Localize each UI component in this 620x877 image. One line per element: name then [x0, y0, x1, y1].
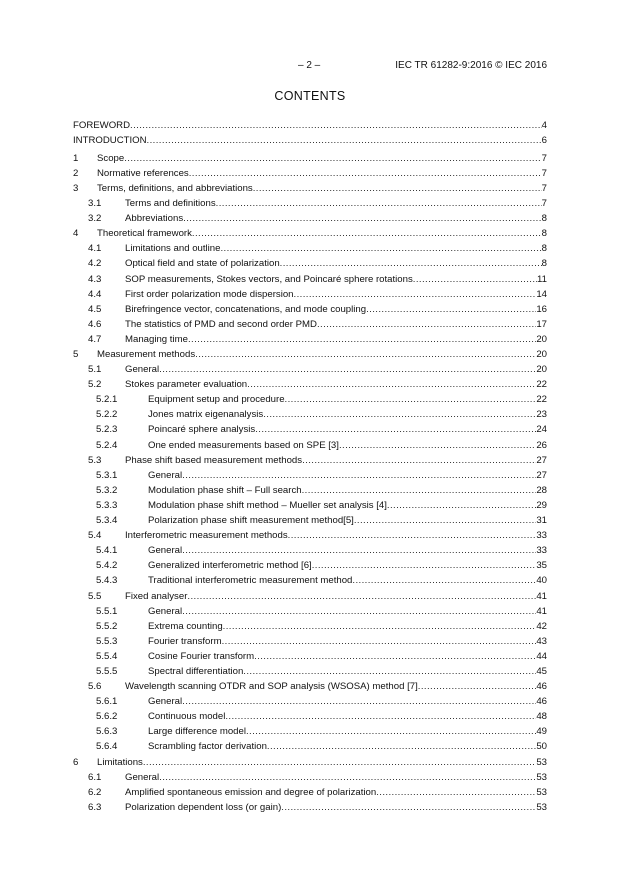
toc-leader-dots: [267, 741, 536, 752]
toc-entry-number: 5.5.5: [96, 665, 118, 677]
toc-entry-number: 5.2.2: [96, 409, 118, 421]
toc-entry-page: 49: [536, 726, 547, 738]
toc-entry-number: 5.5.4: [96, 650, 118, 662]
toc-entry-page: 27: [536, 454, 547, 466]
toc-entry-number: 5.5.2: [96, 620, 118, 632]
toc-entry-page: 20: [536, 349, 547, 360]
toc-entry-number: 5.6.2: [96, 711, 118, 723]
toc-entry-page: 41: [536, 605, 547, 617]
toc-entry-page: 7: [541, 198, 547, 210]
toc-entry[interactable]: [73, 183, 547, 198]
toc-leader-dots: [366, 304, 536, 315]
toc-leader-dots: [255, 424, 536, 435]
toc-entry-number: 3.1: [88, 198, 102, 210]
toc-entry-title: First order polarization mode dispersion: [125, 288, 294, 300]
toc-entry-number: 4.7: [88, 333, 102, 345]
toc-entry[interactable]: [73, 379, 547, 394]
toc-entry[interactable]: [73, 651, 547, 666]
toc-leader-dots: [159, 364, 536, 375]
toc-entry[interactable]: [73, 349, 547, 364]
toc-entry-title: Generalized interferometric method [6]: [148, 560, 312, 572]
toc-entry-page: 50: [536, 741, 547, 753]
toc-entry-page: 48: [536, 711, 547, 723]
toc-entry[interactable]: [73, 757, 547, 772]
toc-entry-title: Terms, definitions, and abbreviations: [97, 182, 253, 194]
toc-entry[interactable]: [73, 304, 547, 319]
toc-entry-number: 5.4.2: [96, 560, 118, 572]
toc-entry-title: Polarization dependent loss (or gain): [125, 801, 282, 813]
toc-entry-title: Managing time: [125, 333, 188, 345]
toc-entry-page: 23: [536, 409, 547, 421]
toc-entry[interactable]: [73, 530, 547, 545]
toc-entry[interactable]: [73, 120, 547, 135]
toc-entry[interactable]: [73, 696, 547, 711]
toc-entry-page: 53: [536, 801, 547, 813]
toc-leader-dots: [294, 289, 537, 300]
toc-entry-number: 5.4.3: [96, 575, 118, 587]
toc-leader-dots: [187, 591, 536, 602]
toc-leader-dots: [159, 772, 536, 783]
toc-entry-page: 14: [536, 288, 547, 300]
toc-entry-page: 44: [536, 650, 547, 662]
toc-entry-number: 4: [73, 228, 79, 240]
toc-entry-number: 5.1: [88, 364, 102, 376]
toc-entry[interactable]: [73, 681, 547, 696]
toc-entry[interactable]: [73, 621, 547, 636]
toc-entry-title: General: [148, 696, 183, 708]
toc-leader-dots: [317, 319, 536, 330]
toc-entry-title: Optical field and state of polarization: [125, 258, 280, 270]
toc-leader-dots: [247, 379, 536, 390]
toc-entry-number: 5.2: [88, 379, 102, 391]
toc-entry[interactable]: [73, 741, 547, 756]
toc-entry[interactable]: [73, 515, 547, 530]
toc-entry-page: 31: [536, 515, 547, 527]
toc-entry[interactable]: [73, 500, 547, 515]
toc-entry[interactable]: [73, 228, 547, 243]
toc-entry[interactable]: [73, 455, 547, 470]
toc-entry[interactable]: [73, 666, 547, 681]
toc-entry-number: 5.6.3: [96, 726, 118, 738]
toc-entry-title: Phase shift based measurement methods: [125, 454, 303, 466]
toc-entry-title: Polarization phase shift measurement method[5]: [148, 515, 354, 527]
toc-entry-page: 33: [536, 530, 547, 542]
toc-leader-dots: [354, 515, 536, 526]
toc-leader-dots: [339, 440, 536, 451]
toc-entry-page: 40: [536, 575, 547, 587]
toc-entry-title: Stokes parameter evaluation: [125, 379, 248, 391]
toc-entry[interactable]: [73, 802, 547, 817]
toc-entry-page: 41: [536, 590, 547, 602]
toc-leader-dots: [182, 606, 536, 617]
toc-entry[interactable]: [73, 213, 547, 228]
toc-entry-title: Modulation phase shift method – Mueller set analysis [4]: [148, 499, 387, 511]
toc-entry[interactable]: [73, 394, 547, 409]
toc-entry-title: Amplified spontaneous emission and degree of polarization: [125, 786, 377, 798]
toc-entry-number: 5.3.4: [96, 515, 118, 527]
toc-entry-page: 45: [536, 665, 547, 677]
toc-leader-dots: [376, 787, 536, 798]
toc-entry-number: 5.6.4: [96, 741, 118, 753]
toc-leader-dots: [246, 726, 536, 737]
toc-entry-number: 2: [73, 167, 79, 179]
toc-entry-number: 4.1: [88, 243, 102, 255]
toc-entry[interactable]: [73, 198, 547, 213]
toc-entry-page: 20: [536, 364, 547, 376]
toc-entry-number: 4.6: [88, 318, 102, 330]
toc-entry-title: Limitations: [97, 756, 143, 768]
toc-leader-dots: [302, 485, 537, 496]
toc-entry-title: Theoretical framework: [97, 228, 192, 240]
toc-entry-title: Cosine Fourier transform: [148, 650, 255, 662]
toc-entry[interactable]: [73, 711, 547, 726]
toc-leader-dots: [182, 470, 536, 481]
toc-entry-title: The statistics of PMD and second order PMD: [125, 318, 317, 330]
toc-entry-page: 28: [536, 484, 547, 496]
toc-entry[interactable]: [73, 319, 547, 334]
toc-entry-page: 11: [537, 273, 547, 285]
toc-entry[interactable]: [73, 545, 547, 560]
toc-entry-title: INTRODUCTION: [73, 135, 147, 147]
toc-entry-page: 22: [536, 379, 547, 391]
toc-entry[interactable]: [73, 787, 547, 802]
toc-entry[interactable]: [73, 168, 547, 183]
toc-leader-dots: [312, 560, 537, 571]
toc-entry-title: General: [148, 605, 183, 617]
toc-entry-number: 4.5: [88, 303, 102, 315]
toc-entry-number: 5.2.3: [96, 424, 118, 436]
toc-leader-dots: [188, 334, 536, 345]
toc-entry-page: 29: [536, 499, 547, 511]
toc-leader-dots: [182, 696, 536, 707]
toc-entry-title: Modulation phase shift – Full search: [148, 484, 302, 496]
toc-leader-dots: [288, 530, 537, 541]
toc-entry-number: 5.3.2: [96, 484, 118, 496]
toc-entry-number: 5.3: [88, 454, 102, 466]
toc-leader-dots: [281, 802, 536, 813]
toc-entry-page: 53: [536, 771, 547, 783]
toc-entry-page: 7: [541, 167, 547, 179]
toc-entry-page: 42: [536, 620, 547, 632]
toc-entry[interactable]: [73, 364, 547, 379]
toc-entry-title: Large difference model: [148, 726, 246, 738]
toc-entry-title: Equipment setup and procedure: [148, 394, 285, 406]
toc-leader-dots: [192, 228, 542, 239]
toc-entry-number: 5.5.1: [96, 605, 118, 617]
toc-entry-title: Scrambling factor derivation: [148, 741, 267, 753]
toc-entry[interactable]: [73, 726, 547, 741]
toc-entry-page: 27: [536, 469, 547, 481]
toc-entry-title: General: [125, 771, 160, 783]
toc-entry-page: 35: [536, 560, 547, 572]
toc-entry-number: 6.1: [88, 771, 102, 783]
toc-leader-dots: [413, 274, 537, 285]
toc-leader-dots: [302, 455, 536, 466]
toc-entry-title: Continuous model: [148, 711, 226, 723]
toc-entry-page: 8: [541, 213, 547, 225]
toc-leader-dots: [254, 651, 536, 662]
toc-entry[interactable]: [73, 153, 547, 168]
toc-entry-number: 4.4: [88, 288, 102, 300]
toc-entry[interactable]: [73, 289, 547, 304]
toc-leader-dots: [418, 681, 537, 692]
toc-entry[interactable]: [73, 591, 547, 606]
toc-entry-title: SOP measurements, Stokes vectors, and Poincaré sphere rotations: [125, 273, 413, 285]
toc-entry-title: Extrema counting: [148, 620, 223, 632]
toc-entry-number: 5.4.1: [96, 545, 118, 557]
toc-entry-page: 8: [541, 243, 547, 255]
toc-entry-number: 3.2: [88, 213, 102, 225]
toc-leader-dots: [130, 120, 542, 131]
toc-entry-title: General: [148, 469, 183, 481]
toc-entry-title: Fourier transform: [148, 635, 222, 647]
toc-entry-page: 43: [536, 635, 547, 647]
toc-entry-page: 17: [536, 318, 547, 330]
page-header: [0, 58, 620, 74]
toc-entry-number: 1: [73, 152, 79, 164]
toc-entry-number: 5: [73, 349, 79, 360]
toc-entry[interactable]: [73, 274, 547, 289]
toc-entry-title: Scope: [97, 152, 125, 164]
toc-leader-dots: [189, 168, 542, 179]
toc-entry-number: 6.3: [88, 801, 102, 813]
toc-entry-title: Abbreviations: [125, 213, 184, 225]
toc-entry-page: 8: [541, 258, 547, 270]
toc-entry-title: Terms and definitions: [125, 198, 216, 210]
toc-entry-number: 5.3.3: [96, 499, 118, 511]
toc-entry-page: 8: [541, 228, 547, 240]
toc-entry-title: Normative references: [97, 167, 189, 179]
toc-entry-page: 46: [536, 696, 547, 708]
toc-entry-title: Traditional interferometric measurement method: [148, 575, 353, 587]
toc-leader-dots: [387, 500, 536, 511]
toc-entry[interactable]: [73, 606, 547, 621]
toc-entry-number: 6: [73, 756, 79, 768]
toc-leader-dots: [352, 575, 536, 586]
toc-entry-page: 16: [536, 303, 547, 315]
toc-entry[interactable]: [73, 135, 547, 150]
toc-leader-dots: [223, 621, 537, 632]
toc-entry[interactable]: [73, 409, 547, 424]
toc-leader-dots: [222, 636, 537, 647]
toc-leader-dots: [143, 757, 536, 768]
toc-entry-title: Measurement methods: [97, 349, 196, 360]
toc-entry-title: One ended measurements based on SPE [3]: [148, 439, 339, 451]
toc-entry[interactable]: [73, 424, 547, 439]
toc-entry-page: 46: [536, 681, 547, 693]
toc-entry-page: 4: [541, 120, 547, 131]
toc-entry-number: 5.6.1: [96, 696, 118, 708]
toc-entry[interactable]: [73, 575, 547, 590]
toc-entry[interactable]: [73, 636, 547, 651]
page-number: – 2 –: [298, 60, 321, 71]
toc-leader-dots: [124, 153, 541, 164]
toc-entry-page: 7: [541, 182, 547, 194]
toc-entry-title: Interferometric measurement methods: [125, 530, 288, 542]
toc-leader-dots: [220, 243, 541, 254]
toc-entry-page: 53: [536, 786, 547, 798]
toc-entry-number: 5.4: [88, 530, 102, 542]
toc-entry-page: 26: [536, 439, 547, 451]
toc-entry[interactable]: [73, 243, 547, 258]
page-title: CONTENTS: [274, 89, 346, 103]
toc-entry-number: 3: [73, 182, 79, 194]
toc-entry[interactable]: [73, 440, 547, 455]
table-of-contents: [73, 120, 547, 817]
toc-leader-dots: [147, 135, 542, 146]
toc-entry-title: Poincaré sphere analysis: [148, 424, 256, 436]
toc-leader-dots: [216, 198, 542, 209]
toc-entry-page: 33: [536, 545, 547, 557]
toc-leader-dots: [243, 666, 536, 677]
toc-entry-page: 6: [541, 135, 547, 147]
toc-entry-number: 4.2: [88, 258, 102, 270]
toc-entry-page: 7: [541, 152, 547, 164]
toc-entry-page: 20: [536, 333, 547, 345]
toc-entry-title: General: [125, 364, 160, 376]
toc-entry[interactable]: [73, 485, 547, 500]
toc-entry-number: 5.3.1: [96, 469, 118, 481]
toc-entry-number: 5.5: [88, 590, 102, 602]
toc-entry-title: Wavelength scanning OTDR and SOP analysis (WSOSA) method [7]: [125, 681, 418, 693]
toc-entry[interactable]: [73, 470, 547, 485]
toc-entry-page: 24: [536, 424, 547, 436]
toc-leader-dots: [182, 545, 536, 556]
toc-entry-number: 5.5.3: [96, 635, 118, 647]
toc-entry-number: 5.6: [88, 681, 102, 693]
toc-entry[interactable]: [73, 334, 547, 349]
toc-entry[interactable]: [73, 258, 547, 273]
toc-entry-number: 4.3: [88, 273, 102, 285]
toc-entry-title: Jones matrix eigenanalysis: [148, 409, 264, 421]
toc-entry-title: Birefringence vector, concatenations, and mode coupling: [125, 303, 367, 315]
toc-leader-dots: [195, 349, 536, 360]
toc-entry-number: 5.2.1: [96, 394, 118, 406]
toc-entry-number: 6.2: [88, 786, 102, 798]
toc-leader-dots: [285, 394, 537, 405]
toc-entry-title: Fixed analyser: [125, 590, 188, 602]
standard-reference: IEC TR 61282-9:2016 © IEC 2016: [395, 60, 547, 71]
toc-entry-title: Limitations and outline: [125, 243, 221, 255]
toc-entry[interactable]: [73, 772, 547, 787]
toc-entry-title: Spectral differentiation: [148, 665, 244, 677]
toc-leader-dots: [280, 258, 542, 269]
toc-entry[interactable]: [73, 560, 547, 575]
toc-entry-page: 22: [536, 394, 547, 406]
toc-entry-number: 5.2.4: [96, 439, 118, 451]
toc-leader-dots: [183, 213, 542, 224]
toc-entry-title: General: [148, 545, 183, 557]
toc-entry-page: 53: [536, 756, 547, 768]
toc-entry-title: FOREWORD: [73, 120, 131, 131]
toc-leader-dots: [225, 711, 536, 722]
toc-leader-dots: [263, 409, 536, 420]
toc-leader-dots: [253, 183, 542, 194]
